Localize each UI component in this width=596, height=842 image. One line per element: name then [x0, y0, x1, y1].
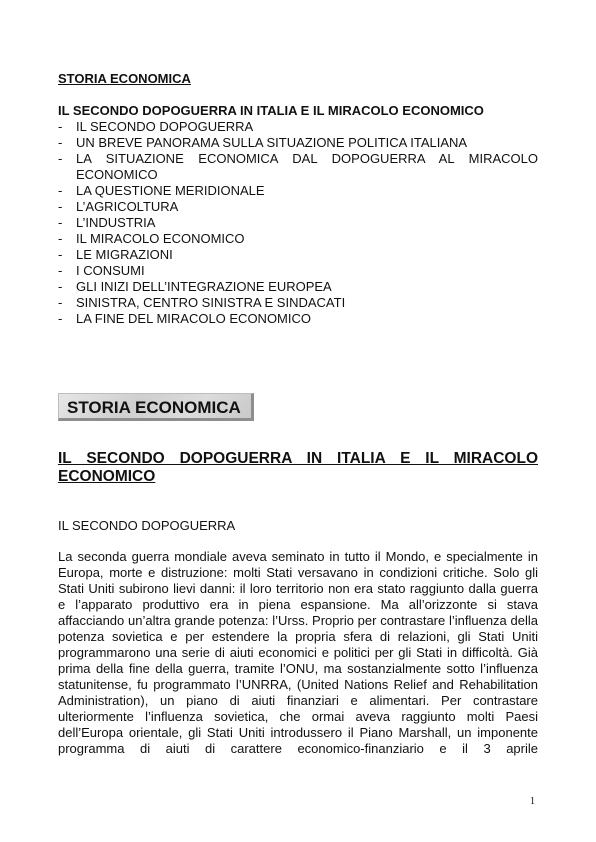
toc-item-label: IL SECONDO DOPOGUERRA: [76, 119, 254, 134]
toc-item: [58, 263, 538, 279]
toc-dash: -: [58, 199, 63, 214]
toc-dash: -: [58, 247, 63, 262]
toc-item-label: IL MIRACOLO ECONOMICO: [76, 231, 245, 246]
section-title-box: [58, 393, 254, 421]
toc-dash: -: [58, 119, 63, 134]
toc-item: [58, 183, 538, 199]
toc-item-label: I CONSUMI: [76, 263, 145, 278]
toc-dash: -: [58, 279, 63, 294]
main-heading: IL SECONDO DOPOGUERRA IN ITALIA E IL MIRACOLO ECONOMICO: [58, 450, 538, 485]
toc-item-label: LA SITUAZIONE ECONOMICA DAL DOPOGUERRA AL MIRACOLO ECONOMICO: [76, 151, 538, 182]
toc-item-label: LA FINE DEL MIRACOLO ECONOMICO: [76, 311, 312, 326]
page-number: 1: [530, 796, 535, 807]
toc-item-label: GLI INIZI DELL’INTEGRAZIONE EUROPEA: [76, 279, 332, 294]
toc-item-label: SINISTRA, CENTRO SINISTRA E SINDACATI: [76, 295, 346, 310]
toc-item: [58, 135, 538, 151]
toc-item: [58, 199, 538, 215]
toc-item-label: L’INDUSTRIA: [76, 215, 156, 230]
toc-dash: -: [58, 263, 63, 278]
section-subheading: IL SECONDO DOPOGUERRA: [58, 518, 236, 533]
toc-dash: -: [58, 231, 63, 246]
toc-dash: -: [58, 215, 63, 230]
toc-dash: -: [58, 151, 63, 166]
section-title-box-label: STORIA ECONOMICA: [67, 398, 241, 417]
toc-item-label: L’AGRICOLTURA: [76, 199, 179, 214]
toc-item: [58, 151, 538, 183]
toc-item: [58, 119, 538, 135]
body-paragraph: La seconda guerra mondiale aveva seminato in tutto il Mondo, e specialmente in Europa, morte e distruzione: molti Stati versavano in condizioni critiche. Solo gli Stati Uniti subirono lievi danni: il loro territorio non era stato raggiunto dalla guerra e l’apparato produttivo era in piena espansione. Ma all’orizzonte si stava affacciando un’altra grande potenza: l’Urss. Proprio per contrastare l’influenza della potenza sovietica e per estendere la propria sfera di relazioni, gli Stati Uniti programmarono una serie di aiuti economici e politici per gli Stati in difficoltà. Già prima della fine della guerra, tramite l’ONU, ma sostanzialmente sotto l’influenza statunitense, fu programmato l’UNRRA, (United Nations Relief and Rehabilitation Administration), un piano di aiuti finanziari e alimentari. Per contrastare ulteriormente l’influenza sovietica, che ormai aveva raggiunto molti Paesi dell’Europa orientale, gli Stati Uniti introdussero il Piano Marshall, un imponente programma di aiuti di carattere economico-finanziario e il 3 aprile: [58, 549, 538, 756]
toc-dash: -: [58, 183, 63, 198]
table-of-contents: [58, 119, 538, 327]
document-subtitle: IL SECONDO DOPOGUERRA IN ITALIA E IL MIRACOLO ECONOMICO: [58, 103, 484, 118]
toc-dash: -: [58, 311, 63, 326]
toc-item-label: LE MIGRAZIONI: [76, 247, 173, 262]
toc-item: [58, 279, 538, 295]
toc-item: [58, 295, 538, 311]
toc-item-label: UN BREVE PANORAMA SULLA SITUAZIONE POLITICA ITALIANA: [76, 135, 468, 150]
toc-item: [58, 247, 538, 263]
toc-item: [58, 231, 538, 247]
toc-dash: -: [58, 295, 63, 310]
toc-item-label: LA QUESTIONE MERIDIONALE: [76, 183, 265, 198]
toc-item: [58, 215, 538, 231]
document-title: STORIA ECONOMICA: [58, 71, 191, 86]
toc-item: [58, 311, 538, 327]
toc-dash: -: [58, 135, 63, 150]
